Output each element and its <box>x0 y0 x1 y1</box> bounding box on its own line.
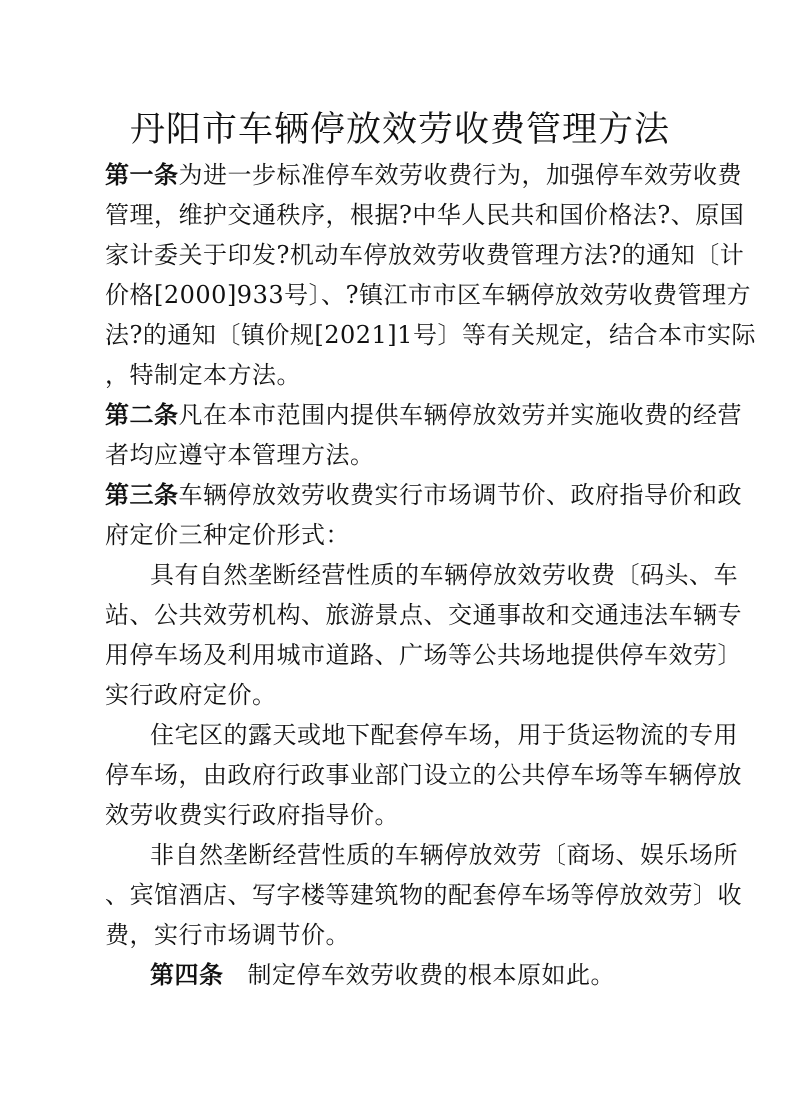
article4-heading: 第四条 <box>150 960 224 989</box>
para1-line2: 站、公共效劳机构、旅游景点、交通事故和交通违法车辆专 <box>105 601 742 629</box>
article1-line1 <box>105 158 742 192</box>
article3-line1 <box>105 478 742 512</box>
para1-line1: 具有自然垄断经营性质的车辆停放效劳收费〔码头、车 <box>150 561 738 589</box>
para2-line1: 住宅区的露天或地下配套停车场，用于货运物流的专用 <box>150 721 738 749</box>
document-title: 丹阳市车辆停放效劳收费管理方法 <box>129 110 670 150</box>
article2-text-line1: 凡在本市范围内提供车辆停放效劳并实施收费的经营 <box>178 401 742 429</box>
article1-text-line1: 为进一步标准停车效劳收费行为，加强停车效劳收费 <box>178 161 742 189</box>
article1-line2: 管理，维护交通秩序，根据?中华人民共和国价格法?、原国 <box>105 201 745 229</box>
para2-line3: 效劳收费实行政府指导价。 <box>105 801 399 829</box>
article4-text: 制定停车效劳收费的根本原如此。 <box>247 961 615 989</box>
para1-line3: 用停车场及利用城市道路、广场等公共场地提供停车效劳〕 <box>105 641 742 669</box>
article3-text-line1: 车辆停放效劳收费实行市场调节价、政府指导价和政 <box>178 481 742 509</box>
article3-heading: 第三条 <box>105 480 179 509</box>
article1-line4: 价格[2000]933号〕、?镇江市市区车辆停放效劳收费管理方 <box>105 281 751 309</box>
article2-line2: 者均应遵守本管理方法。 <box>105 441 375 469</box>
para1-line4: 实行政府定价。 <box>105 681 277 709</box>
article1-line5: 法?的通知〔镇价规[2021]1号〕等有关规定，结合本市实际 <box>105 321 756 349</box>
article1-line6: ，特制定本方法。 <box>105 361 301 389</box>
para2-line2: 停车场，由政府行政事业部门设立的公共停车场等车辆停放 <box>105 761 742 789</box>
article3-line2: 府定价三种定价形式： <box>105 521 350 549</box>
article1-heading: 第一条 <box>105 160 179 189</box>
para3-line2: 、宾馆酒店、写字楼等建筑物的配套停车场等停放效劳〕收 <box>105 881 742 909</box>
article2-line1 <box>105 398 742 432</box>
article4-line1 <box>150 958 615 992</box>
article1-line3: 家计委关于印发?机动车停放效劳收费管理方法?的通知〔计 <box>105 241 745 269</box>
para3-line3: 费，实行市场调节价。 <box>105 921 350 949</box>
para3-line1: 非自然垄断经营性质的车辆停放效劳〔商场、娱乐场所 <box>150 841 738 869</box>
article2-heading: 第二条 <box>105 400 179 429</box>
